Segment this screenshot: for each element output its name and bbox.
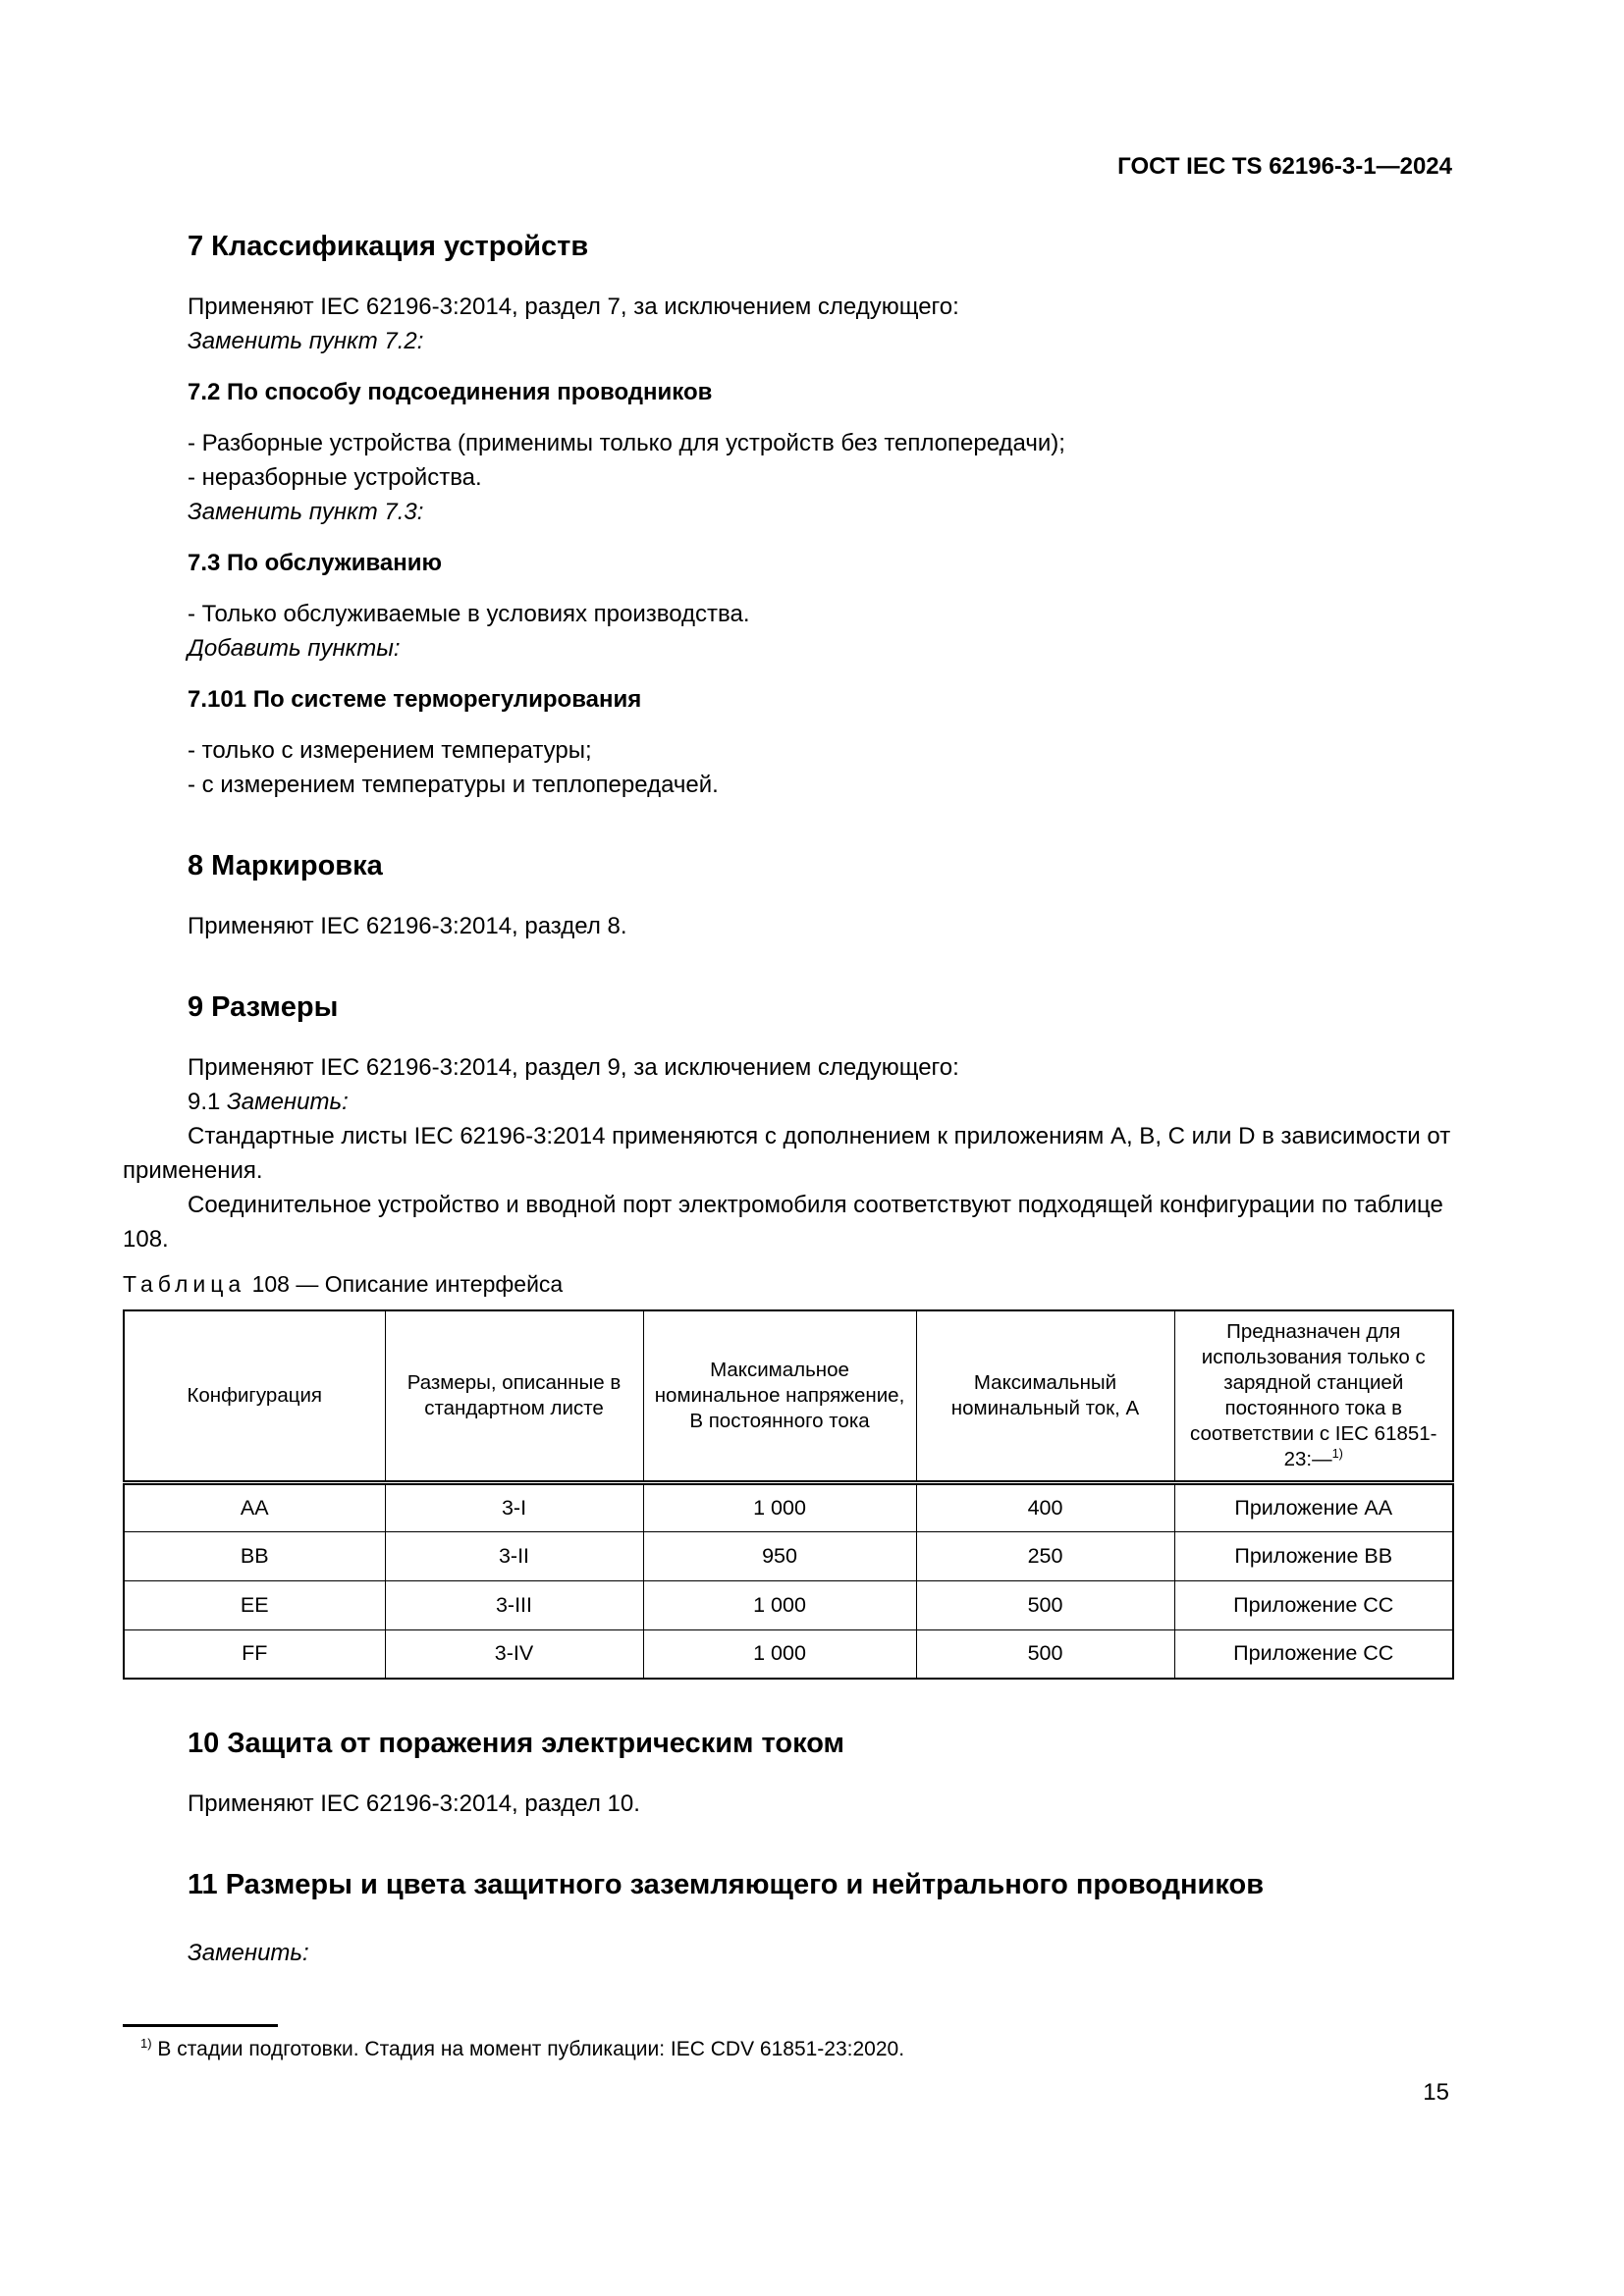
list-item: - Только обслуживаемые в условиях производства. [188,601,750,627]
table-caption-word: Таблица [123,1271,246,1297]
footnote-marker: 1) [140,2036,152,2051]
table-caption-text: 108 — Описание интерфейса [251,1271,564,1297]
section-9-title: 9 Размеры [188,991,339,1023]
table-header-configuration: Конфигурация [124,1310,385,1482]
table-cell-current: 500 [916,1580,1174,1629]
table-cell-annex: Приложение CC [1174,1629,1453,1679]
footnote-reference: 1) [1331,1445,1343,1461]
section-7-101-title: 7.101 По системе терморегулирования [188,686,642,713]
table-header-charging-station [1174,1310,1453,1482]
paragraph-vehicle-inlet: Соединительное устройство и вводной порт электромобиля соответствуют подходящей конфигурации по таблице 108. [123,1192,1443,1253]
section-7-title: 7 Классификация устройств [188,231,589,262]
footnote-body: В стадии подготовки. Стадия на момент публикации: IEC CDV 61851-23:2020. [151,2038,905,2060]
table-cell-configuration: FF [124,1629,385,1679]
list-item: - с измерением температуры и теплопередачей. [188,772,719,798]
running-header [123,152,1452,181]
table-header-charging-station-text: Предназначен для использования только с зарядной станцией постоянного тока в соответствии с IEC 61851-23:— [1189,1319,1437,1470]
replace-clause-7-3-note: Заменить пункт 7.3: [188,499,424,525]
table-row [124,1580,1453,1629]
footnote-text [140,2036,1203,2062]
table-cell-annex: Приложение AA [1174,1482,1453,1531]
table-cell-annex: Приложение CC [1174,1580,1453,1629]
table-header-dimensions: Размеры, описанные в стандартном листе [385,1310,643,1482]
clause-9-1-action: Заменить: [227,1089,349,1115]
section-10-title: 10 Защита от поражения электрическим током [188,1728,844,1759]
table-cell-sheet: 3-III [385,1580,643,1629]
footnote-block [123,2024,1203,2062]
doc-code: ГОСТ IEC TS 62196-3-1—2024 [1117,153,1452,180]
table-row [124,1629,1453,1679]
table-cell-current: 500 [916,1629,1174,1679]
table-cell-voltage: 1 000 [643,1482,916,1531]
table-cell-configuration: BB [124,1531,385,1580]
table-header-row [124,1310,1453,1482]
table-row [124,1482,1453,1531]
table-cell-voltage: 1 000 [643,1580,916,1629]
table-cell-configuration: EE [124,1580,385,1629]
table-cell-configuration: AA [124,1482,385,1531]
section-9-intro: Применяют IEC 62196-3:2014, раздел 9, за исключением следующего: [188,1054,959,1081]
table-header-voltage: Максимальное номинальное напряжение, В постоянного тока [643,1310,916,1482]
paragraph-standard-sheets: Стандартные листы IEC 62196-3:2014 применяются с дополнением к приложениям A, B, C или D в зависимости от применения. [123,1123,1451,1184]
section-10-intro: Применяют IEC 62196-3:2014, раздел 10. [188,1790,640,1817]
section-8-title: 8 Маркировка [188,850,383,881]
table-row [124,1531,1453,1580]
section-7-intro: Применяют IEC 62196-3:2014, раздел 7, за исключением следующего: [188,294,959,320]
table-cell-current: 250 [916,1531,1174,1580]
list-item: - Разборные устройства (применимы только для устройств без теплопередачи); [188,430,1065,456]
replace-clause-7-2-note: Заменить пункт 7.2: [188,328,424,354]
page-number: 15 [1423,2079,1449,2106]
table-cell-voltage: 950 [643,1531,916,1580]
list-item: - только с измерением температуры; [188,737,592,764]
table-cell-sheet: 3-II [385,1531,643,1580]
table-108-caption [123,1270,1452,1298]
table-header-current: Максимальный номинальный ток, А [916,1310,1174,1482]
section-11-title: 11 Размеры и цвета защитного заземляющего и нейтрального проводников [188,1869,1265,1900]
clause-9-1 [188,1085,1452,1119]
table-cell-sheet: 3-IV [385,1629,643,1679]
clause-9-1-number: 9.1 [188,1089,228,1115]
table-cell-current: 400 [916,1482,1174,1531]
table-cell-voltage: 1 000 [643,1629,916,1679]
section-7-2-title: 7.2 По способу подсоединения проводников [188,379,713,405]
footnote-rule [123,2024,278,2027]
table-cell-annex: Приложение BB [1174,1531,1453,1580]
table-108 [123,1309,1454,1680]
section-7-3-title: 7.3 По обслуживанию [188,550,442,576]
replace-note: Заменить: [188,1940,309,1966]
add-clauses-note: Добавить пункты: [188,635,401,662]
table-cell-sheet: 3-I [385,1482,643,1531]
section-8-intro: Применяют IEC 62196-3:2014, раздел 8. [188,913,627,939]
list-item: - неразборные устройства. [188,464,482,491]
